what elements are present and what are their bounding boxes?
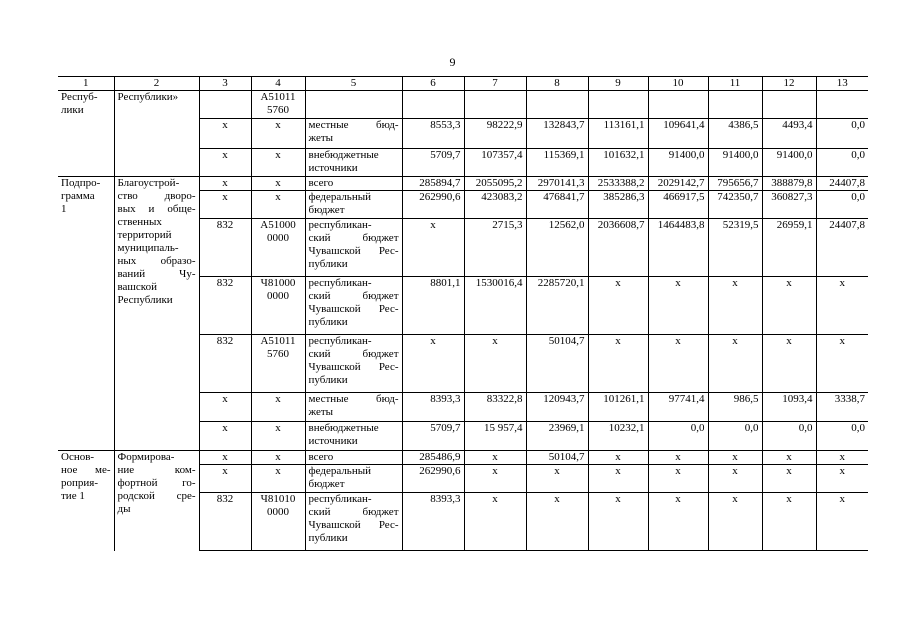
target-article-cell [251,422,305,451]
amount-cell: х [708,335,762,393]
target-article-cell [251,393,305,422]
cell-line: бюджет [308,204,345,216]
amount-cell: х [464,335,526,393]
header-cell: 10 [648,77,708,91]
amount-cell: 2036608,7 [588,219,648,277]
header-cell: 13 [816,77,868,91]
amount-cell: 0,0 [648,422,708,451]
funding-source-cell [305,422,402,451]
amount-cell: 15 957,4 [464,422,526,451]
table-row [58,177,868,191]
header-cell: 9 [588,77,648,91]
amount-cell: 26959,1 [762,219,816,277]
grbs-code-cell: х [199,191,251,219]
target-article-cell [251,451,305,465]
cell-line: лики [61,104,84,116]
amount-cell: 0,0 [816,119,868,149]
cell-line: жеты [308,406,334,418]
amount-cell: 385286,3 [588,191,648,219]
cell-line: муниципаль- [117,242,179,254]
amount-cell: 476841,7 [526,191,588,219]
amount-cell: 101632,1 [588,149,648,177]
cell-line: родской сре- [117,490,196,502]
cell-line: Чувашской Рес- [308,245,399,257]
program-name-cell [58,177,114,451]
cell-line: внебюджетные [308,422,379,434]
cell-line: Ч81010 [260,493,296,505]
amount-cell: 50104,7 [526,451,588,465]
grbs-code-cell: х [199,149,251,177]
cell-line: грамма [61,190,95,202]
amount-cell: 24407,8 [816,177,868,191]
amount-cell: х [816,465,868,493]
cell-line: бюджет [308,478,345,490]
cell-line: х [275,119,281,131]
cell-line: ды [117,503,131,515]
amount-cell: х [648,493,708,551]
amount-cell: 2055095,2 [464,177,526,191]
amount-cell: х [648,451,708,465]
amount-cell: 97741,4 [648,393,708,422]
amount-cell: х [648,465,708,493]
amount-cell: 0,0 [762,422,816,451]
amount-cell: х [762,465,816,493]
cell-line: А51011 [260,335,296,347]
header-cell: 12 [762,77,816,91]
amount-cell: 5709,7 [402,149,464,177]
target-article-cell [251,335,305,393]
amount-cell: 2715,3 [464,219,526,277]
amount-cell: х [708,451,762,465]
grbs-code-cell: 832 [199,277,251,335]
amount-cell: 285486,9 [402,451,464,465]
amount-cell: 101261,1 [588,393,648,422]
program-name-cell [58,451,114,551]
funding-source-cell [305,149,402,177]
cell-line: х [275,451,281,463]
cell-line: ство дворо- [117,190,196,202]
amount-cell [708,91,762,119]
cell-line: республикан- [308,493,372,505]
amount-cell: 986,5 [708,393,762,422]
cell-line: 0000 [267,290,289,302]
funding-source-cell [305,451,402,465]
amount-cell [648,91,708,119]
amount-cell: 8393,3 [402,493,464,551]
amount-cell: 2029142,7 [648,177,708,191]
funding-source-cell [305,493,402,551]
cell-line: ное ме- [61,464,111,476]
amount-cell: х [816,335,868,393]
cell-line: х [275,149,281,161]
grbs-code-cell [199,91,251,119]
amount-cell: 50104,7 [526,335,588,393]
amount-cell: х [648,335,708,393]
amount-cell: х [816,277,868,335]
cell-line: Чувашской Рес- [308,303,399,315]
grbs-code-cell: х [199,119,251,149]
cell-line: 0000 [267,506,289,518]
amount-cell: х [588,451,648,465]
header-cell: 4 [251,77,305,91]
funding-source-cell [305,191,402,219]
cell-line: 5760 [267,104,289,116]
amount-cell: 388879,8 [762,177,816,191]
header-cell: 1 [58,77,114,91]
grbs-code-cell: 832 [199,219,251,277]
cell-line: республикан- [308,219,372,231]
amount-cell: х [402,335,464,393]
funding-source-cell [305,177,402,191]
table-row [58,451,868,465]
amount-cell: 1530016,4 [464,277,526,335]
amount-cell: 132843,7 [526,119,588,149]
cell-line: всего [308,177,334,189]
header-cell: 6 [402,77,464,91]
cell-line: внебюджетные [308,149,379,161]
cell-line: федеральный [308,191,371,203]
target-article-cell [251,177,305,191]
target-article-cell [251,119,305,149]
amount-cell: 1464483,8 [648,219,708,277]
grbs-code-cell: х [199,422,251,451]
cell-line: публики [308,374,348,386]
amount-cell: х [464,493,526,551]
cell-line: ский бюджет [308,348,399,360]
amount-cell [526,91,588,119]
amount-cell [464,91,526,119]
cell-line: 0000 [267,232,289,244]
amount-cell: 2285720,1 [526,277,588,335]
cell-line: вых и обще- [117,203,196,215]
cell-line: Республики [117,294,173,306]
target-article-cell [251,493,305,551]
cell-line: Респуб- [61,91,98,103]
cell-line: х [275,465,281,477]
cell-line: всего [308,451,334,463]
amount-cell: 4493,4 [762,119,816,149]
funding-source-cell [305,277,402,335]
cell-line: публики [308,316,348,328]
cell-line: территорий [117,229,172,241]
grbs-code-cell: 832 [199,335,251,393]
amount-cell: 262990,6 [402,191,464,219]
cell-line: х [275,393,281,405]
header-cell: 7 [464,77,526,91]
cell-line: ский бюджет [308,232,399,244]
amount-cell: 83322,8 [464,393,526,422]
amount-cell: 98222,9 [464,119,526,149]
amount-cell: 795656,7 [708,177,762,191]
cell-line: Формирова- [117,451,175,463]
cell-line: Основ- [61,451,95,463]
cell-line: роприя- [61,477,98,489]
amount-cell [816,91,868,119]
amount-cell: х [526,465,588,493]
cell-line: ский бюджет [308,290,399,302]
funding-source-cell [305,91,402,119]
header-cell: 3 [199,77,251,91]
amount-cell: 91400,0 [648,149,708,177]
target-article-cell [251,277,305,335]
amount-cell: 120943,7 [526,393,588,422]
funding-source-cell [305,119,402,149]
cell-line: публики [308,258,348,270]
program-name-cell [58,91,114,177]
amount-cell: х [762,277,816,335]
target-article-cell [251,91,305,119]
table-header-row [58,77,868,91]
amount-cell: 0,0 [816,191,868,219]
amount-cell [762,91,816,119]
grbs-code-cell: х [199,177,251,191]
cell-line: 1 [61,203,67,215]
grbs-code-cell: х [199,451,251,465]
program-title-cell [114,177,199,451]
amount-cell [402,91,464,119]
header-cell: 2 [114,77,199,91]
header-cell: 11 [708,77,762,91]
funding-source-cell [305,393,402,422]
page-number: 9 [449,55,456,69]
grbs-code-cell: х [199,465,251,493]
amount-cell: 1093,4 [762,393,816,422]
amount-cell: 8801,1 [402,277,464,335]
amount-cell: х [402,219,464,277]
amount-cell: 91400,0 [708,149,762,177]
cell-line: вашской [117,281,157,293]
cell-line: ственных [117,216,162,228]
amount-cell: х [588,465,648,493]
amount-cell: 115369,1 [526,149,588,177]
amount-cell: х [816,451,868,465]
amount-cell: 0,0 [708,422,762,451]
amount-cell: 113161,1 [588,119,648,149]
cell-line: ский бюджет [308,506,399,518]
amount-cell: 423083,2 [464,191,526,219]
header-cell: 8 [526,77,588,91]
cell-line: Благоустрой- [117,177,180,189]
budget-table [58,76,868,551]
target-article-cell [251,149,305,177]
cell-line: источники [308,162,358,174]
amount-cell: 10232,1 [588,422,648,451]
cell-line: х [275,177,281,189]
table-row [58,91,868,119]
amount-cell: х [588,335,648,393]
cell-line: А51000 [260,219,296,231]
amount-cell: х [762,451,816,465]
amount-cell: 0,0 [816,149,868,177]
amount-cell: 107357,4 [464,149,526,177]
cell-line: тие 1 [61,490,85,502]
funding-source-cell [305,465,402,493]
amount-cell: 3338,7 [816,393,868,422]
grbs-code-cell: 832 [199,493,251,551]
amount-cell: 262990,6 [402,465,464,493]
amount-cell: 52319,5 [708,219,762,277]
cell-line: местные бюд- [308,119,399,131]
amount-cell: 8553,3 [402,119,464,149]
amount-cell: х [588,493,648,551]
cell-line: ных образо- [117,255,196,267]
amount-cell: х [708,465,762,493]
amount-cell: х [816,493,868,551]
amount-cell: 8393,3 [402,393,464,422]
cell-line: 5760 [267,348,289,360]
funding-source-cell [305,219,402,277]
grbs-code-cell: х [199,393,251,422]
cell-line: Чувашской Рес- [308,361,399,373]
amount-cell: 2533388,2 [588,177,648,191]
target-article-cell [251,191,305,219]
cell-line: республикан- [308,277,372,289]
cell-line: публики [308,532,348,544]
cell-line: ние ком- [117,464,196,476]
amount-cell: х [464,451,526,465]
cell-line: Республики» [117,91,179,103]
amount-cell: х [464,465,526,493]
amount-cell: х [708,277,762,335]
amount-cell: 285894,7 [402,177,464,191]
cell-line: источники [308,435,358,447]
amount-cell: 466917,5 [648,191,708,219]
amount-cell: 91400,0 [762,149,816,177]
amount-cell: 0,0 [816,422,868,451]
target-article-cell [251,219,305,277]
cell-line: республикан- [308,335,372,347]
program-title-cell [114,451,199,551]
amount-cell: 2970141,3 [526,177,588,191]
cell-line: х [275,191,281,203]
cell-line: Чувашской Рес- [308,519,399,531]
amount-cell: 23969,1 [526,422,588,451]
cell-line: х [275,422,281,434]
amount-cell: х [708,493,762,551]
cell-line: местные бюд- [308,393,399,405]
amount-cell: х [762,335,816,393]
cell-line: Ч81000 [260,277,296,289]
funding-source-cell [305,335,402,393]
cell-line: ваний Чу- [117,268,196,280]
target-article-cell [251,465,305,493]
amount-cell: х [648,277,708,335]
cell-line: А51011 [260,91,296,103]
amount-cell: 5709,7 [402,422,464,451]
amount-cell: 12562,0 [526,219,588,277]
cell-line: федеральный [308,465,371,477]
cell-line: Подпро- [61,177,101,189]
amount-cell: 109641,4 [648,119,708,149]
amount-cell: 742350,7 [708,191,762,219]
program-title-cell [114,91,199,177]
amount-cell: 360827,3 [762,191,816,219]
amount-cell [588,91,648,119]
amount-cell: 24407,8 [816,219,868,277]
amount-cell: 4386,5 [708,119,762,149]
header-cell: 5 [305,77,402,91]
amount-cell: х [526,493,588,551]
cell-line: фортной го- [117,477,196,489]
amount-cell: х [762,493,816,551]
cell-line: жеты [308,132,334,144]
amount-cell: х [588,277,648,335]
